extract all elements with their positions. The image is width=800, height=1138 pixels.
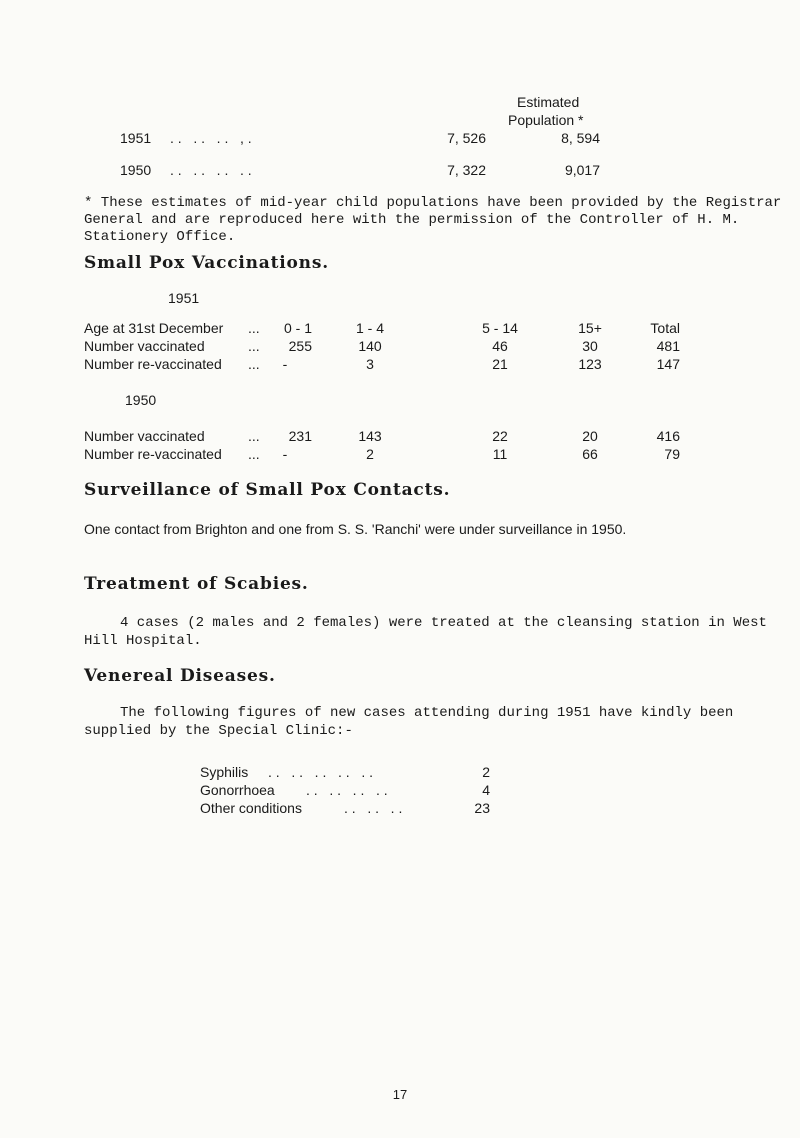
col-5-14: 5 - 14 — [482, 320, 518, 336]
venereal-item-label: Other conditions — [200, 800, 302, 816]
cell-total: 147 — [656, 356, 680, 372]
scabies-heading: Treatment of Scabies. — [84, 574, 309, 594]
venereal-item-label: Gonorrhoea — [200, 782, 275, 798]
cell-5-14: 21 — [492, 356, 508, 372]
row-dots: ... — [248, 356, 260, 372]
cell-0-1: - — [282, 446, 288, 462]
cell-0-1: - — [282, 356, 288, 372]
venereal-item-dots: . . . . . . . . — [306, 782, 388, 798]
venereal-item-value: 2 — [482, 764, 490, 780]
venereal-item-dots: . . . . . . — [344, 800, 403, 816]
cell-15-plus: 66 — [582, 446, 598, 462]
row-label: Number re-vaccinated — [84, 446, 222, 462]
row-dots: ... — [248, 428, 260, 444]
row-label: Number re-vaccinated — [84, 356, 222, 372]
cell-total: 416 — [656, 428, 680, 444]
row-label: Number vaccinated — [84, 428, 205, 444]
scabies-text: 4 cases (2 males and 2 females) were treated at the cleansing station in West Hill Hospital. — [84, 615, 767, 649]
population-value-a: 7, 526 — [447, 130, 486, 146]
population-value-b: 9,017 — [564, 162, 600, 178]
row-dots: ... — [248, 446, 260, 462]
vaccinations-year-1950: 1950 — [125, 392, 157, 408]
row-label: Number vaccinated — [84, 338, 205, 354]
row-dots: ... — [248, 320, 260, 336]
cell-0-1: 231 — [288, 428, 312, 444]
page-number: 17 — [392, 1087, 408, 1102]
cell-5-14: 22 — [492, 428, 508, 444]
surveillance-text: One contact from Brighton and one from S. S. 'Ranchi' were under surveillance in 1950. — [84, 521, 627, 537]
cell-total: 481 — [656, 338, 680, 354]
row-label: Age at 31st December — [84, 320, 224, 336]
col-total: Total — [650, 320, 680, 336]
cell-15-plus: 123 — [578, 356, 602, 372]
cell-5-14: 11 — [492, 446, 508, 462]
surveillance-heading: Surveillance of Small Pox Contacts. — [84, 480, 451, 500]
cell-total: 79 — [664, 446, 680, 462]
population-footnote: * These estimates of mid-year child populations have been provided by the Registrar General and are reproduced here with the permission of the Controller of H. M. Stationery Office. — [84, 195, 782, 245]
row-dots: ... — [248, 338, 260, 354]
population-value-a: 7, 322 — [447, 162, 486, 178]
cell-0-1: 255 — [288, 338, 312, 354]
col-1-4: 1 - 4 — [355, 320, 384, 336]
cell-1-4: 140 — [358, 338, 382, 354]
cell-1-4: 3 — [366, 356, 374, 372]
vaccinations-heading: Small Pox Vaccinations. — [84, 253, 329, 273]
cell-1-4: 143 — [358, 428, 382, 444]
col-0-1: 0 - 1 — [283, 320, 312, 336]
cell-15-plus: 30 — [582, 338, 598, 354]
cell-1-4: 2 — [366, 446, 374, 462]
venereal-text: The following figures of new cases attending during 1951 have kindly been supplied by the Special Clinic:- — [84, 705, 734, 739]
vaccinations-year-1951: 1951 — [168, 290, 200, 306]
population-year: 1951 — [120, 130, 152, 146]
population-dots: . . . . . . . . — [170, 162, 252, 178]
venereal-item-value: 23 — [474, 800, 490, 816]
population-header-line2: Population * — [508, 112, 584, 128]
col-15-plus: 15+ — [578, 320, 602, 336]
venereal-item-dots: . . . . . . . . . . — [268, 764, 374, 780]
population-value-b: 8, 594 — [561, 130, 600, 146]
cell-5-14: 46 — [492, 338, 508, 354]
venereal-item-label: Syphilis — [200, 764, 249, 780]
population-header-line1: Estimated — [517, 94, 580, 110]
venereal-heading: Venereal Diseases. — [84, 666, 276, 686]
population-dots: . . . . . . , . — [170, 130, 252, 146]
population-year: 1950 — [120, 162, 152, 178]
cell-15-plus: 20 — [582, 428, 598, 444]
venereal-item-value: 4 — [482, 782, 490, 798]
